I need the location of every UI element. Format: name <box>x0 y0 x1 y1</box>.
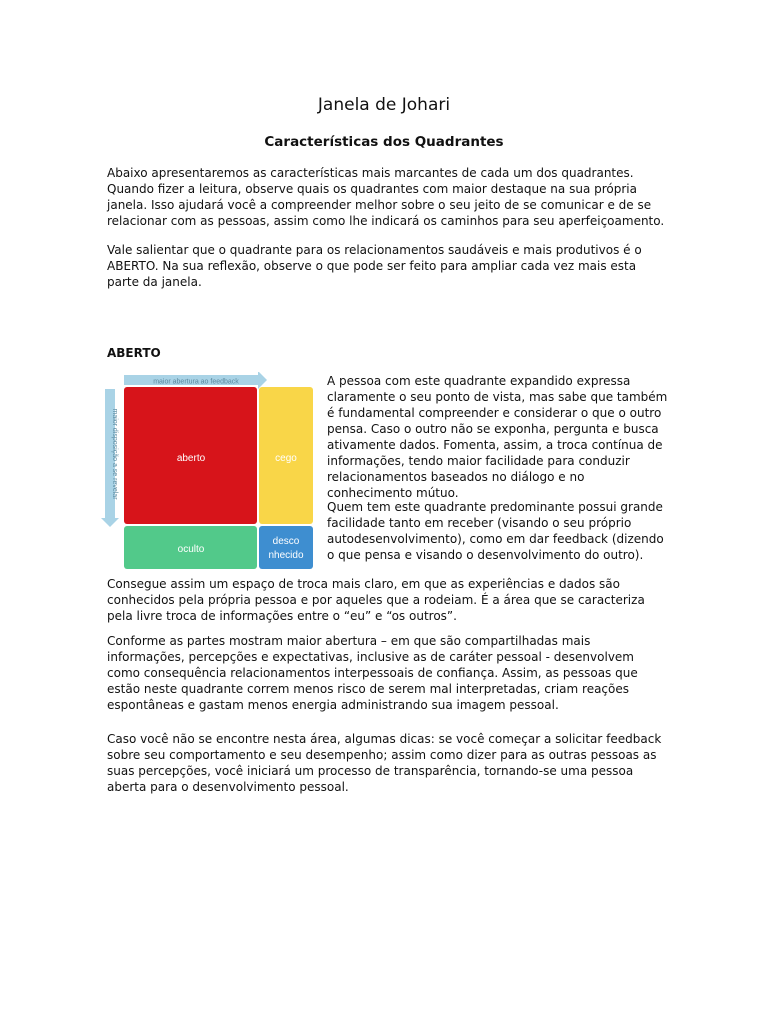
johari-window-diagram <box>100 372 320 574</box>
body-paragraph-2: Conforme as partes mostram maior abertura – em que são compartilhadas mais informações, percepções e expectativas, inclusive as de caráter pessoal - desenvolvem como consequência relacionamentos interpessoais de confiança. Assim, as pessoas que estão neste quadrante correm menos risco de serem mal interpretadas, criam reações espontâneas e gastam menos energia administrando sua imagem pessoal. <box>107 634 638 712</box>
quadrant-cego-label: cego <box>275 453 297 464</box>
left-arrow-label: maior disposição a se revelar <box>111 408 118 500</box>
side-paragraph-1: A pessoa com este quadrante expandido expressa claramente o seu ponto de vista, mas sabe que também é fundamental compreender e considerar o que o outro pensa. Caso o outro não se exponha, pergunta e busca ativamente dados. Fomenta, assim, a troca contínua de informações, tendo maior facilidade para conduzir relacionamentos baseados no diálogo e no conhecimento mútuo. <box>327 374 668 500</box>
johari-diagram-svg <box>100 372 320 574</box>
body-paragraph-1: Consegue assim um espaço de troca mais claro, em que as experiências e dados são conhecidos pela própria pessoa e por aqueles que a rodeiam. É a área que se caracteriza pela livre troca de informações entre o “eu” e “os outros”. <box>107 577 645 623</box>
intro-paragraph-1: Abaixo apresentaremos as características mais marcantes de cada um dos quadrantes. Quando fizer a leitura, observe quais os quadrantes com maior destaque na sua própria janela. Isso ajudará você a compreender melhor sobre o seu jeito de se comunicar e de se relacionar com as pessoas, assim como lhe indicará os caminhos para seu aperfeiçoamento. <box>107 166 665 228</box>
intro-paragraph-2: Vale salientar que o quadrante para os relacionamentos saudáveis e mais produtivos é o ABERTO. Na sua reflexão, observe o que pode ser feito para ampliar cada vez mais esta parte da janela. <box>107 243 642 289</box>
section-heading: ABERTO <box>107 346 161 360</box>
document-subtitle: Características dos Quadrantes <box>264 134 504 150</box>
top-arrow-label: maior abertura ao feedback <box>153 378 239 386</box>
quadrant-oculto-label: oculto <box>177 544 205 555</box>
quadrant-aberto-label: aberto <box>176 453 206 464</box>
body-paragraph-3: Caso você não se encontre nesta área, algumas dicas: se você começar a solicitar feedback sobre seu comportamento e seu desempenho; assim como dizer para as outras pessoas as suas percepções, você iniciará um processo de transparência, tornando-se uma pessoa aberta para o desenvolvimento pessoal. <box>107 732 662 794</box>
side-paragraph-2: Quem tem este quadrante predominante possui grande facilidade tanto em receber (visando o seu próprio autodesenvolvimento), como em dar feedback (dizendo o que pensa e visando o desenvolvimento do outro). <box>327 500 664 562</box>
quadrant-desconhecido-label-1: desco <box>272 536 300 547</box>
quadrant-desconhecido <box>259 526 313 569</box>
quadrant-desconhecido-label-2: nhecido <box>268 550 304 561</box>
document-title: Janela de Johari <box>317 95 451 115</box>
